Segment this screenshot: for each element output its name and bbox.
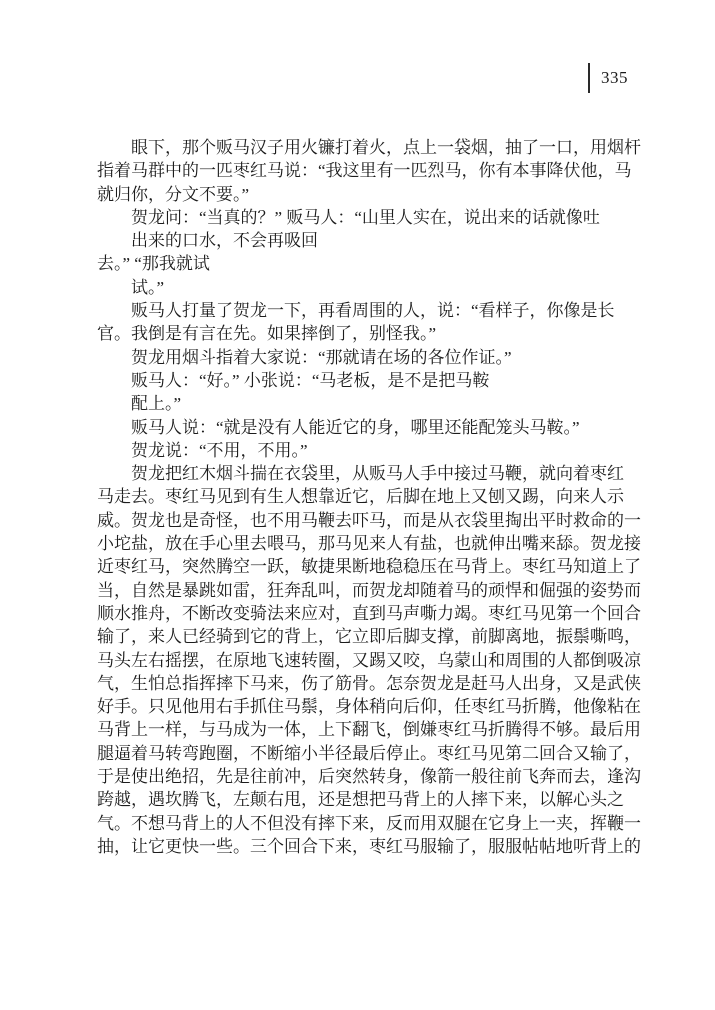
text-line: 贩马人：“好。” 小张说：“马老板，是不是把马鞍 bbox=[131, 370, 490, 390]
text-line: 气，生怕总指挥摔下马来，伤了筋骨。怎奈贺龙是赶马人出身，又是武侠 bbox=[97, 673, 641, 693]
text-line: 贺龙问：“当真的？” 贩马人：“山里人实在，说出来的话就像吐 bbox=[131, 207, 600, 227]
text-line: 腿逼着马转弯跑圈，不断缩小半径最后停止。枣红马见第二回合又输了， bbox=[97, 743, 641, 763]
text-line: 官。我倒是有言在先。如果摔倒了，别怪我。” bbox=[97, 324, 437, 344]
text-line: 小坨盐，放在手心里去喂马，那马见来人有盐，也就伸出嘴来舔。贺龙接 bbox=[97, 534, 641, 554]
text-line: 贩马人打量了贺龙一下，再看周围的人，说：“看样子，你像是长 bbox=[131, 301, 615, 321]
page-number: 335 bbox=[601, 68, 628, 87]
text-line: 眼下，那个贩马汉子用火镰打着火，点上一袋烟，抽了一口，用烟杆 bbox=[131, 138, 641, 157]
text-line: 贺龙把红木烟斗揣在衣袋里，从贩马人手中接过马鞭，就向着枣红 bbox=[131, 464, 624, 484]
text-line: 试。” bbox=[131, 277, 165, 297]
text-line: 就归你，分文不要。” bbox=[97, 184, 250, 204]
text-block bbox=[97, 136, 641, 858]
text-line: 马背上一样，与马成为一体，上下翻飞，倒嫌枣红马折腾得不够。最后用 bbox=[97, 720, 641, 740]
text-line: 马头左右摇摆，在原地飞速转圈，又踢又咬，乌蒙山和周围的人都倒吸凉 bbox=[97, 650, 641, 670]
text-line: 于是使出绝招，先是往前冲，后突然转身，像箭一般往前飞奔而去，逢沟 bbox=[97, 767, 641, 787]
page-number-rule bbox=[588, 63, 590, 93]
text-line: 输了，来人已经骑到它的背上，它立即后脚支撑，前脚离地，振鬃嘶鸣， bbox=[97, 627, 641, 647]
text-line: 马走去。枣红马见到有生人想靠近它，后脚在地上又刨又踢，向来人示 bbox=[97, 487, 624, 507]
text-line: 指着马群中的一匹枣红马说：“我这里有一匹烈马，你有本事降伏他，马 bbox=[97, 161, 632, 181]
text-line: 贩马人说：“就是没有人能近它的身，哪里还能配笼头马鞍。” bbox=[131, 417, 580, 437]
text-line: 威。贺龙也是奇怪，也不用马鞭去吓马，而是从衣袋里掏出平时救命的一 bbox=[97, 510, 641, 530]
page-number-block bbox=[588, 63, 628, 93]
text-line: 抽，让它更快一些。三个回合下来，枣红马服输了，服服帖帖地听背上的 bbox=[97, 836, 641, 856]
text-line: 当，自然是暴跳如雷，狂奔乱叫，而贺龙却随着马的顽悍和倔强的姿势而 bbox=[97, 580, 641, 600]
text-line: 配上。” bbox=[131, 394, 182, 414]
text-line: 贺龙用烟斗指着大家说：“那就请在场的各位作证。” bbox=[131, 347, 512, 367]
text-line: 顺水推舟，不断改变骑法来应对，直到马声嘶力竭。枣红马见第一个回合 bbox=[97, 603, 641, 623]
text-line: 去。” “那我就试 bbox=[97, 254, 210, 274]
text-line: 跨越，遇坎腾飞，左颠右甩，还是想把马背上的人摔下来，以解心头之 bbox=[97, 790, 624, 810]
text-line: 近枣红马，突然腾空一跃，敏捷果断地稳稳压在马背上。枣红马知道上了 bbox=[97, 557, 641, 577]
text-line: 贺龙说：“不用，不用。” bbox=[131, 440, 308, 460]
text-line: 气。不想马背上的人不但没有摔下来，反而用双腿在它身上一夹，挥鞭一 bbox=[97, 813, 641, 833]
text-line: 好手。只见他用右手抓住马鬃，身体稍向后仰，任枣红马折腾，他像粘在 bbox=[97, 697, 641, 717]
text-line: 出来的口水，不会再吸回 bbox=[131, 231, 318, 251]
